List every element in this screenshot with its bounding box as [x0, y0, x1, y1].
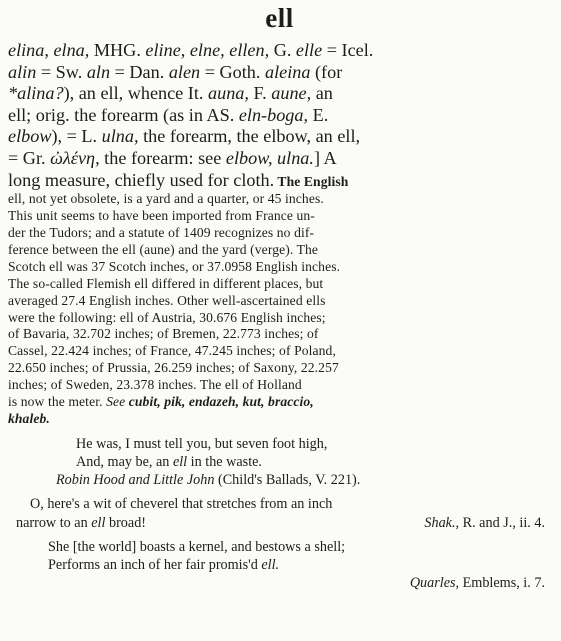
etym-text: ὠλένη,: [50, 147, 100, 168]
etym-text: eln-boga,: [238, 104, 309, 125]
body-line: inches; of Sweden, 23.378 inches. The ell of Holland: [8, 377, 302, 393]
etym-text: the forearm, the elbow, an ell,: [138, 126, 361, 147]
source-ref: , Emblems, i. 7.: [455, 575, 545, 592]
etymology-line-2: [8, 62, 551, 84]
definition-text: The English: [274, 173, 349, 189]
quote-text: in the waste.: [187, 454, 262, 471]
citation-quarles: [8, 538, 551, 593]
body-line-see-also: [8, 394, 551, 411]
etym-text: ), an ell, whence It.: [63, 83, 209, 104]
quote-text: Performs an inch of her fair promis'd: [48, 557, 262, 574]
body-line: Cassel, 22.424 inches; of France, 47.245 inches; of Poland,: [8, 343, 336, 359]
etym-text: *alina?: [8, 83, 64, 104]
body-line: of Bavaria, 32.702 inches; of Bremen, 22.773 inches; of: [8, 326, 319, 342]
etym-text: the forearm: see: [99, 147, 226, 168]
quote-line: She [the world] boasts a kernel, and bestows a shell;: [48, 538, 346, 555]
body-line: 22.650 inches; of Prussia, 26.259 inches; of Saxony, 22.257: [8, 360, 339, 376]
cross-references: cubit, pik, endazeh, kut, braccio,: [128, 394, 314, 410]
etym-text: an: [311, 83, 333, 104]
quote-keyword: ell: [172, 454, 188, 471]
source-author: Quarles: [409, 575, 456, 592]
etym-text: aune,: [271, 83, 312, 104]
etym-text: = Goth.: [200, 61, 265, 82]
quote-line: O, here's a wit of cheverel that stretches from an inch: [30, 496, 333, 513]
body-line: ference between the ell (aune) and the yard (verge). The: [8, 241, 319, 257]
etymology-line-3: [8, 83, 551, 105]
quote-text: narrow to an: [16, 514, 92, 531]
body-text: is now the meter.: [8, 394, 107, 410]
source-author: Shak.: [424, 514, 456, 531]
body-line: der the Tudors; and a statute of 1409 recognizes no dif-: [8, 224, 315, 240]
body-line: Scotch ell was 37 Scotch inches, or 37.0958 English inches.: [8, 258, 341, 274]
etym-text: = Icel.: [322, 40, 374, 60]
quote-text: broad!: [105, 514, 147, 531]
body-line: averaged 27.4 English inches. Other well-ascertained ells: [8, 292, 326, 308]
etym-text: elina, elna,: [8, 40, 90, 60]
body-line: ell, not yet obsolete, is a yard and a quarter, or 45 inches.: [8, 191, 324, 207]
source-ref: (Child's Ballads, V. 221).: [214, 472, 361, 489]
etym-text: ] A: [313, 147, 337, 168]
etym-text: eline, elne, ellen,: [145, 40, 270, 60]
citation-robin-hood: [8, 435, 551, 490]
etym-text: elbow: [8, 126, 52, 147]
quote-text: And, may be, an: [76, 454, 173, 471]
etym-text: MHG.: [89, 40, 146, 60]
citation-shakespeare: [8, 495, 551, 531]
etym-text: E.: [308, 104, 329, 125]
definition-text: long measure, chiefly used for cloth.: [8, 169, 275, 190]
cross-reference-khaleb: khaleb.: [8, 410, 50, 426]
etymology: [8, 40, 551, 191]
see-label: See: [106, 394, 126, 410]
etym-text: auna,: [208, 83, 249, 104]
etymology-line-4: [8, 105, 551, 127]
etym-text: ulna,: [101, 126, 139, 147]
etym-text: ell; orig. the forearm (as in AS.: [8, 104, 239, 125]
definition-line: [8, 170, 551, 192]
etym-text: F.: [248, 83, 272, 104]
source-ref: , R. and J., ii. 4.: [455, 514, 545, 531]
body-line: This unit seems to have been imported from France un-: [8, 208, 315, 224]
quote-keyword: ell.: [261, 557, 280, 574]
etym-text: ), = L.: [51, 126, 102, 147]
etym-text: aln: [86, 61, 111, 82]
headword: ell: [265, 3, 294, 33]
etym-text: = Sw.: [36, 61, 87, 82]
quote-text-group: [16, 514, 146, 532]
etym-text: aleina: [264, 61, 311, 82]
etym-text: = Dan.: [110, 61, 169, 82]
quote-source: [424, 514, 545, 532]
etym-text: alen: [168, 61, 201, 82]
quote-line-with-source: [8, 514, 551, 532]
quote-source: [8, 471, 551, 489]
source-title: Robin Hood and Little John: [56, 472, 215, 489]
etym-text: elbow, ulna.: [225, 147, 314, 168]
quote-line: [8, 556, 551, 574]
etym-text: G.: [269, 40, 296, 60]
body-line: were the following: ell of Austria, 30.676 English inches;: [8, 309, 326, 325]
quote-keyword: ell: [91, 514, 106, 531]
etym-text: = Gr.: [8, 147, 51, 168]
etymology-line-6: [8, 148, 551, 170]
etym-text: (for: [310, 61, 343, 82]
body-line: The so-called Flemish ell differed in different places, but: [8, 275, 324, 291]
quote-line: He was, I must tell you, but seven foot high,: [76, 435, 328, 452]
etymology-line-5: [8, 126, 551, 148]
quote-source: [8, 574, 551, 592]
etymology-line-1: [8, 40, 551, 62]
quote-line: [8, 453, 551, 471]
etym-text: alin: [8, 61, 37, 82]
etym-text: elle: [295, 40, 323, 60]
definition-body: [8, 191, 551, 428]
